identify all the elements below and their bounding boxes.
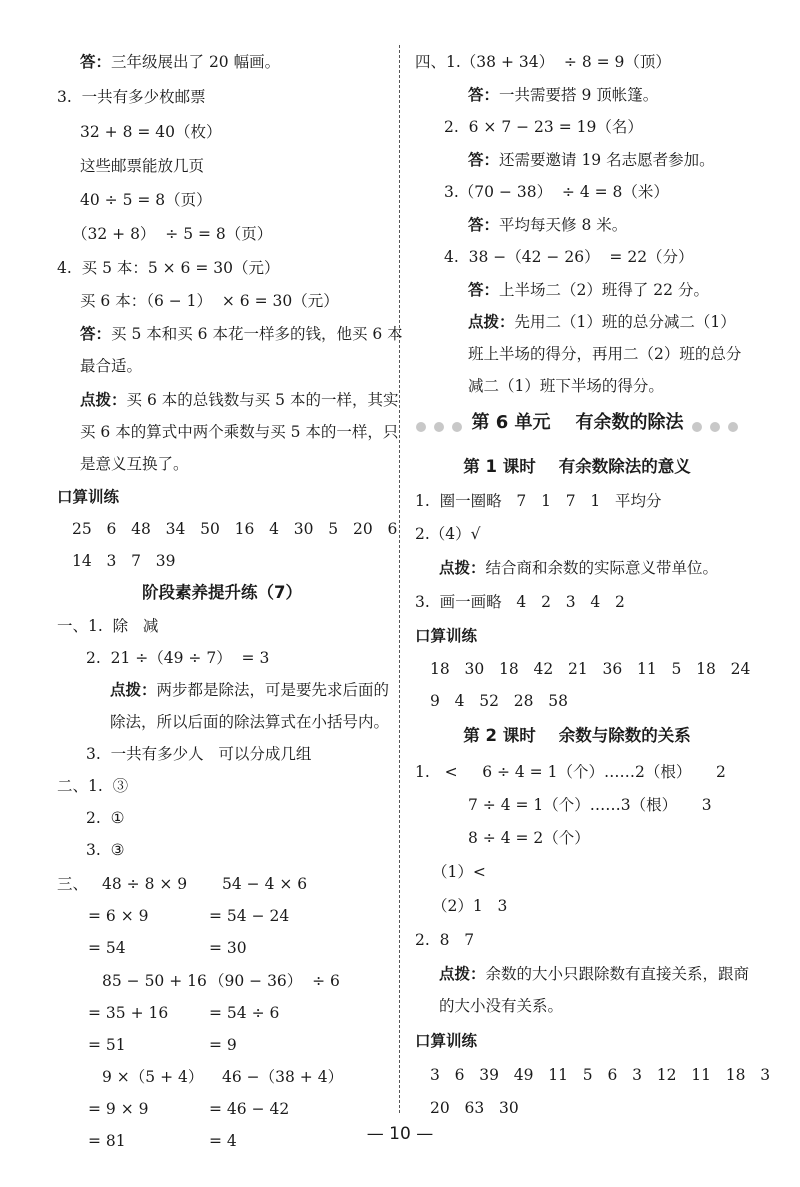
lesson-1-item-1: 1. 圈一圈略 7 1 7 1 平均分 bbox=[415, 492, 662, 510]
tip-line: 点拨：余数的大小只跟除数有直接关系，跟商 bbox=[439, 965, 750, 983]
calc-line: = 4 bbox=[209, 1132, 237, 1150]
tip-line: 班上半场的得分，再用二（2）班的总分 bbox=[468, 345, 742, 363]
tip-label: 点拨： bbox=[110, 681, 157, 699]
answer-label: 答： bbox=[468, 281, 500, 299]
calc-line: 85 − 50 + 16 bbox=[102, 972, 207, 990]
section-heading-oral: 口算训练 bbox=[57, 488, 120, 506]
sub-answer: （2）1 3 bbox=[432, 897, 508, 915]
calc-line: = 51 bbox=[88, 1036, 126, 1054]
unit-title: 第 6 单元 有余数的除法 bbox=[471, 412, 684, 433]
part-1-item-2: 2. 21 ÷（49 ÷ 7） = 3 bbox=[86, 649, 270, 667]
oral-answers: 9 4 52 28 58 bbox=[430, 692, 569, 710]
tip-line: 点拨：结合商和余数的实际意义带单位。 bbox=[439, 559, 719, 577]
calc-line: = 46 − 42 bbox=[209, 1100, 290, 1118]
lesson-1-item-3: 3. 画一画略 4 2 3 4 2 bbox=[415, 593, 625, 611]
tip-line: 点拨：买 6 本的总钱数与买 5 本的一样，其实 bbox=[80, 391, 399, 409]
oral-answers: 3 6 39 49 11 5 6 3 12 11 18 3 bbox=[430, 1066, 771, 1084]
question-3: 3. 一共有多少枚邮票 bbox=[57, 88, 206, 106]
decor-dots-left bbox=[412, 416, 466, 430]
answer-label: 答： bbox=[468, 86, 500, 104]
section-heading-oral: 口算训练 bbox=[415, 627, 478, 645]
answer-line: 答：买 5 本和买 6 本花一样多的钱，他买 6 本 bbox=[80, 325, 403, 343]
part-2-item-1: 二、1. ③ bbox=[57, 777, 129, 795]
calc-line: 40 ÷ 5 = 8（页） bbox=[80, 191, 212, 209]
lesson-2-title: 第 2 课时 余数与除数的关系 bbox=[463, 726, 691, 745]
calc-line: = 35 + 16 bbox=[88, 1004, 169, 1022]
section-heading-oral: 口算训练 bbox=[415, 1032, 478, 1050]
calc-line: （32 + 8） ÷ 5 = 8（页） bbox=[72, 225, 273, 243]
section-title-stage: 阶段素养提升练（7） bbox=[142, 583, 302, 602]
calc-line: = 6 × 9 bbox=[88, 907, 149, 925]
text-line: 这些邮票能放几页 bbox=[80, 157, 205, 175]
oral-answers: 25 6 48 34 50 16 4 30 5 20 6 bbox=[72, 520, 398, 538]
tip-line: 是意义互换了。 bbox=[80, 455, 189, 473]
part-4-item-4: 4. 38 −（42 − 26） = 22（分） bbox=[444, 248, 694, 266]
lesson-2-item-2: 2. 8 7 bbox=[415, 931, 475, 949]
part-1-item-1: 一、1. 除 减 bbox=[57, 617, 159, 635]
answer-label: 答： bbox=[80, 53, 112, 71]
answer-line: 最合适。 bbox=[80, 357, 143, 375]
tip-label: 点拨： bbox=[439, 965, 486, 983]
calc-line: 8 ÷ 4 = 2（个） bbox=[468, 829, 590, 847]
part-3-label: 三、 bbox=[57, 875, 89, 893]
part-4-item-2: 2. 6 × 7 − 23 = 19（名） bbox=[444, 118, 643, 136]
answer-line: 答：三年级展出了 20 幅画。 bbox=[80, 53, 281, 71]
tip-label: 点拨： bbox=[468, 313, 515, 331]
answer-label: 答： bbox=[80, 325, 112, 343]
sub-answer: （1）< bbox=[432, 863, 486, 881]
tip-line: 点拨：两步都是除法，可是要先求后面的 bbox=[110, 681, 390, 699]
calc-line: = 81 bbox=[88, 1132, 126, 1150]
tip-label: 点拨： bbox=[80, 391, 127, 409]
calc-line: = 9 bbox=[209, 1036, 237, 1054]
lesson-1-title: 第 1 课时 有余数除法的意义 bbox=[463, 457, 691, 476]
calc-line: 买 6 本：（6 − 1） × 6 = 30（元） bbox=[80, 292, 339, 310]
oral-answers: 18 30 18 42 21 36 11 5 18 24 bbox=[430, 660, 751, 678]
calc-line: 48 ÷ 8 × 9 bbox=[102, 875, 188, 893]
tip-line: 减二（1）班下半场的得分。 bbox=[468, 377, 664, 395]
decor-dots-right bbox=[688, 416, 742, 430]
calc-line: = 9 × 9 bbox=[88, 1100, 149, 1118]
answer-line: 答：还需要邀请 19 名志愿者参加。 bbox=[468, 151, 715, 169]
calc-line: = 54 bbox=[88, 939, 126, 957]
column-divider bbox=[399, 45, 400, 1113]
calc-line: （90 − 36） ÷ 6 bbox=[209, 972, 340, 990]
part-1-item-3: 3. 一共有多少人 可以分成几组 bbox=[86, 745, 312, 763]
calc-line: 7 ÷ 4 = 1（个）……3（根） 3 bbox=[468, 796, 712, 814]
part-2-item-2: 2. ① bbox=[86, 809, 125, 827]
calc-line: 9 ×（5 + 4） bbox=[102, 1068, 204, 1086]
part-4-item-3: 3.（70 − 38） ÷ 4 = 8（米） bbox=[444, 183, 669, 201]
oral-answers: 20 63 30 bbox=[430, 1099, 519, 1117]
calc-line: 54 − 4 × 6 bbox=[222, 875, 308, 893]
answer-line: 答：一共需要搭 9 顶帐篷。 bbox=[468, 86, 659, 104]
oral-answers: 14 3 7 39 bbox=[72, 552, 176, 570]
tip-line: 买 6 本的算式中两个乘数与买 5 本的一样，只 bbox=[80, 423, 399, 441]
calc-line: 32 + 8 = 40（枚） bbox=[80, 123, 222, 141]
part-2-item-3: 3. ③ bbox=[86, 841, 125, 859]
lesson-2-item-1: 1. < 6 ÷ 4 = 1（个）……2（根） 2 bbox=[415, 763, 726, 781]
lesson-1-item-2: 2.（4）√ bbox=[415, 525, 481, 543]
tip-label: 点拨： bbox=[439, 559, 486, 577]
answer-label: 答： bbox=[468, 151, 500, 169]
page-number: — 10 — bbox=[366, 1124, 434, 1144]
answer-label: 答： bbox=[468, 216, 500, 234]
calc-line: 46 −（38 + 4） bbox=[222, 1068, 344, 1086]
tip-line: 点拨：先用二（1）班的总分减二（1） bbox=[468, 313, 736, 331]
answer-line: 答：平均每天修 8 米。 bbox=[468, 216, 628, 234]
tip-line: 的大小没有关系。 bbox=[439, 997, 564, 1015]
calc-line: = 54 ÷ 6 bbox=[209, 1004, 280, 1022]
question-4: 4. 买 5 本：5 × 6 = 30（元） bbox=[57, 259, 280, 277]
calc-line: = 54 − 24 bbox=[209, 907, 290, 925]
calc-line: = 30 bbox=[209, 939, 247, 957]
tip-line: 除法，所以后面的除法算式在小括号内。 bbox=[110, 713, 390, 731]
part-4-item-1: 四、1.（38 + 34） ÷ 8 = 9（顶） bbox=[415, 53, 671, 71]
answer-line: 答：上半场二（2）班得了 22 分。 bbox=[468, 281, 709, 299]
